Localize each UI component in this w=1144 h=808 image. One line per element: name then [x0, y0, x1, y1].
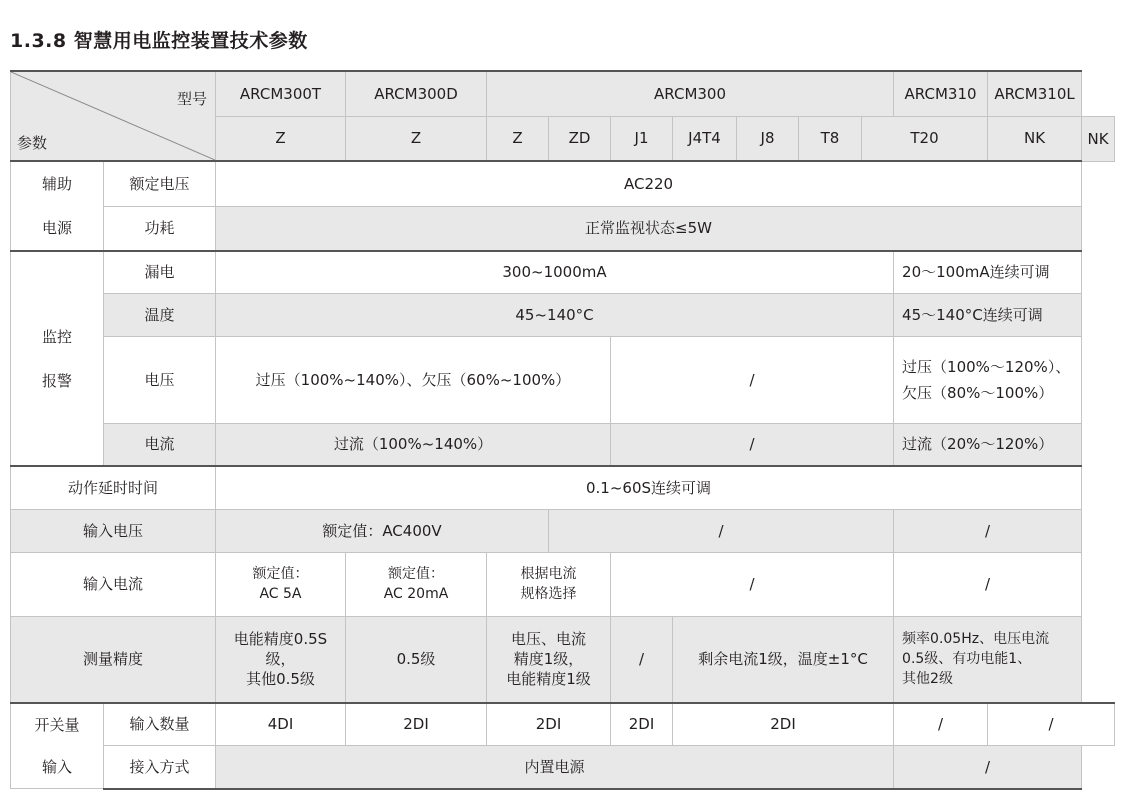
subtype-cell: NK: [988, 116, 1082, 161]
subtype-cell: J1: [611, 116, 673, 161]
value-input-voltage-na2: /: [894, 509, 1082, 552]
label-input-count: 输入数量: [104, 703, 216, 745]
value-power: 正常监视状态≤5W: [216, 206, 1082, 251]
value-input-current-c2: 额定值： AC 20mA: [346, 552, 487, 616]
label-rated-voltage: 额定电压: [104, 161, 216, 206]
label-power: 功耗: [104, 206, 216, 251]
row-rated-voltage: [11, 161, 1115, 206]
value-action-delay: 0.1~60S连续可调: [216, 466, 1082, 509]
row-input-voltage: [11, 509, 1115, 552]
value-input-current-c3: 根据电流 规格选择: [487, 552, 611, 616]
value-current-na: /: [611, 423, 894, 466]
label-input-current: 输入电流: [11, 552, 216, 616]
subtype-cell: Z: [346, 116, 487, 161]
param-label: 参数: [17, 134, 48, 152]
row-access-method: [11, 745, 1115, 788]
group-aux-power: 辅助 电源: [11, 161, 104, 251]
value-input-count-na1: /: [894, 703, 988, 745]
value-leakage: 300~1000mA: [216, 251, 894, 293]
row-action-delay: [11, 466, 1115, 509]
group-switch-input: 开关量 输入: [11, 703, 104, 789]
header-corner-cell: [11, 71, 216, 161]
value-accuracy-c2: 0.5级: [346, 616, 487, 703]
value-access-method-na: /: [894, 745, 1082, 788]
value-input-current-na2: /: [894, 552, 1082, 616]
subtype-cell: T20: [862, 116, 988, 161]
spec-table: [10, 70, 1115, 790]
value-input-voltage-na1: /: [549, 509, 894, 552]
subtype-cell: Z: [216, 116, 346, 161]
subtype-cell: T8: [799, 116, 862, 161]
value-access-method: 内置电源: [216, 745, 894, 788]
value-accuracy-c1: 电能精度0.5S级， 其他0.5级: [216, 616, 346, 703]
value-voltage-nk: 过压（100%～120%）、 欠压（80%～100%）: [894, 336, 1082, 423]
model-arcm300: ARCM300: [487, 71, 894, 116]
row-input-current: [11, 552, 1115, 616]
group-monitor-alarm: 监控 报警: [11, 251, 104, 466]
value-voltage: 过压（100%~140%）、欠压（60%~100%）: [216, 336, 611, 423]
value-input-count-c3: 2DI: [487, 703, 611, 745]
value-input-count-na2: /: [988, 703, 1115, 745]
row-power-consumption: [11, 206, 1115, 251]
value-input-voltage: 额定值：AC400V: [216, 509, 549, 552]
row-current: [11, 423, 1115, 466]
value-leakage-nk: 20～100mA连续可调: [894, 251, 1082, 293]
row-accuracy: [11, 616, 1115, 703]
value-input-count-c5: 2DI: [673, 703, 894, 745]
label-leakage: 漏电: [104, 251, 216, 293]
value-current: 过流（100%~140%）: [216, 423, 611, 466]
subtype-cell: Z: [487, 116, 549, 161]
value-input-count-c2: 2DI: [346, 703, 487, 745]
value-input-current-na1: /: [611, 552, 894, 616]
value-accuracy-c6: 频率0.05Hz、电压电流 0.5级、有功电能1、 其他2级: [894, 616, 1082, 703]
value-accuracy-c5: 剩余电流1级，温度±1°C: [673, 616, 894, 703]
model-arcm300d: ARCM300D: [346, 71, 487, 116]
label-input-voltage: 输入电压: [11, 509, 216, 552]
value-accuracy-c3: 电压、电流 精度1级， 电能精度1级: [487, 616, 611, 703]
value-rated-voltage: AC220: [216, 161, 1082, 206]
value-accuracy-na: /: [611, 616, 673, 703]
header-row-models: [11, 71, 1115, 116]
row-leakage: [11, 251, 1115, 293]
model-label: 型号: [176, 90, 207, 108]
value-temperature-nk: 45～140°C连续可调: [894, 293, 1082, 336]
label-current: 电流: [104, 423, 216, 466]
label-access-method: 接入方式: [104, 745, 216, 788]
value-input-count-c4: 2DI: [611, 703, 673, 745]
row-input-count: [11, 703, 1115, 745]
subtype-cell: J4T4: [673, 116, 737, 161]
page-title: 1.3.8 智慧用电监控装置技术参数: [10, 30, 308, 52]
label-action-delay: 动作延时时间: [11, 466, 216, 509]
value-input-current-c1: 额定值： AC 5A: [216, 552, 346, 616]
model-arcm310: ARCM310: [894, 71, 988, 116]
label-accuracy: 测量精度: [11, 616, 216, 703]
subtype-cell: ZD: [549, 116, 611, 161]
model-arcm300t: ARCM300T: [216, 71, 346, 116]
subtype-cell: J8: [737, 116, 799, 161]
value-voltage-na: /: [611, 336, 894, 423]
value-input-count-c1: 4DI: [216, 703, 346, 745]
row-voltage: [11, 336, 1115, 423]
value-current-nk: 过流（20%～120%）: [894, 423, 1082, 466]
value-temperature: 45~140°C: [216, 293, 894, 336]
label-temperature: 温度: [104, 293, 216, 336]
label-voltage: 电压: [104, 336, 216, 423]
row-temperature: [11, 293, 1115, 336]
model-arcm310l: ARCM310L: [988, 71, 1082, 116]
subtype-cell: NK: [1082, 116, 1115, 161]
